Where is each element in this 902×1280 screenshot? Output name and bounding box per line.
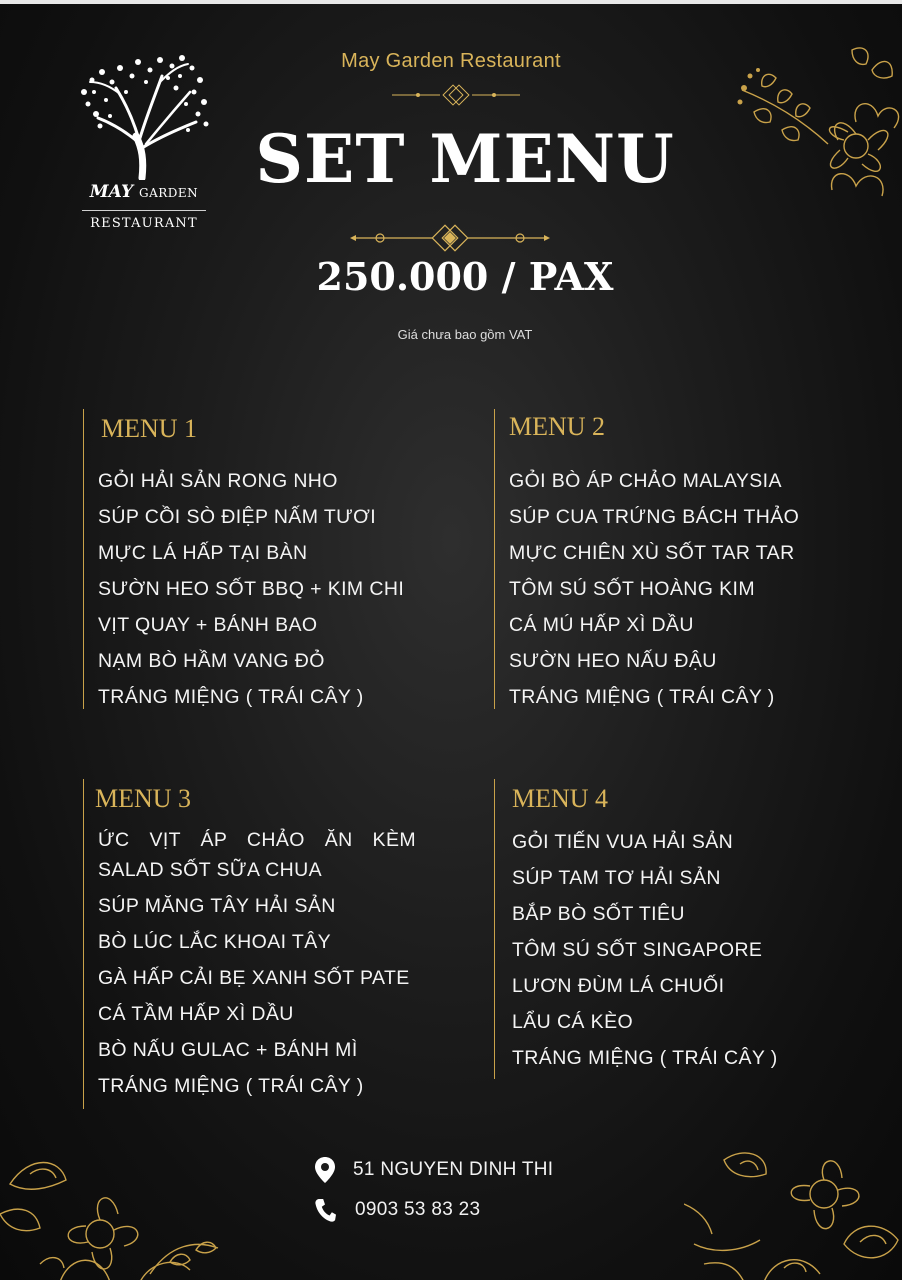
menu-4-divider xyxy=(494,779,495,1079)
phone-icon xyxy=(314,1196,336,1224)
menu-item: TRÁNG MIỆNG ( TRÁI CÂY ) xyxy=(98,686,364,708)
menu-1-divider xyxy=(83,409,84,709)
menu-item: SÚP TAM TƠ HẢI SẢN xyxy=(512,867,721,889)
phone-text: 0903 53 83 23 xyxy=(355,1199,481,1220)
menu-item: SÚP CỒI SÒ ĐIỆP NẤM TƯƠI xyxy=(98,506,377,528)
menu-item: MỰC CHIÊN XÙ SỐT TAR TAR xyxy=(509,542,795,564)
menu-1-list xyxy=(98,463,478,715)
menu-2-list xyxy=(509,463,894,715)
menu-item: BẮP BÒ SỐT TIÊU xyxy=(512,903,685,925)
menu-item: GÀ HẤP CẢI BẸ XANH SỐT PATE xyxy=(98,967,410,989)
menu-item: GỎI HẢI SẢN RONG NHO xyxy=(98,470,338,492)
menu-item: LƯƠN ĐÙM LÁ CHUỐI xyxy=(512,975,725,997)
menu-item: SƯỜN HEO NẤU ĐẬU xyxy=(509,650,717,672)
menu-item: TRÁNG MIỆNG ( TRÁI CÂY ) xyxy=(509,686,775,708)
menu-4-heading: MENU 4 xyxy=(512,784,609,813)
menu-4-list xyxy=(512,824,897,1076)
menu-item: SÚP MĂNG TÂY HẢI SẢN xyxy=(98,895,336,917)
menu-2-heading: MENU 2 xyxy=(509,412,606,441)
address-row xyxy=(314,1156,553,1184)
ornament-divider-middle-icon xyxy=(348,224,552,252)
menu-item: TÔM SÚ SỐT HOÀNG KIM xyxy=(509,578,755,600)
menu-item: TRÁNG MIỆNG ( TRÁI CÂY ) xyxy=(98,1075,364,1097)
menu-item: BÒ LÚC LẮC KHOAI TÂY xyxy=(98,931,332,953)
logo-brand-garden: GARDEN xyxy=(139,186,199,200)
menu-item: GỎI BÒ ÁP CHẢO MALAYSIA xyxy=(509,470,782,492)
price: 250.000 / PAX xyxy=(316,254,614,299)
floral-ornament-bottom-left-icon xyxy=(0,1144,230,1280)
logo-brand-may: MAY xyxy=(89,182,134,202)
menu-item: VỊT QUAY + BÁNH BAO xyxy=(98,614,318,636)
menu-3-heading: MENU 3 xyxy=(95,784,192,813)
menu-1-heading: MENU 1 xyxy=(101,414,198,443)
page-title: SET MENU xyxy=(255,120,675,198)
address-text: 51 NGUYEN DINH THI xyxy=(353,1159,554,1180)
menu-item: BÒ NẤU GULAC + BÁNH MÌ xyxy=(98,1039,358,1061)
floral-ornament-top-right-icon xyxy=(732,40,902,210)
menu-item: TRÁNG MIỆNG ( TRÁI CÂY ) xyxy=(512,1047,778,1069)
menu-item: CÁ MÚ HẤP XÌ DẦU xyxy=(509,614,694,636)
menu-item: CÁ TẦM HẤP XÌ DẦU xyxy=(98,1003,294,1025)
floral-ornament-bottom-right-icon xyxy=(684,1144,902,1280)
vat-note: Giá chưa bao gồm VAT xyxy=(397,327,533,342)
menu-item: NẠM BÒ HẦM VANG ĐỎ xyxy=(98,650,325,672)
location-pin-icon xyxy=(314,1156,336,1184)
menu-item: GỎI TIẾN VUA HẢI SẢN xyxy=(512,831,734,853)
phone-row xyxy=(314,1196,480,1224)
menu-item: LẨU CÁ KÈO xyxy=(512,1011,634,1033)
restaurant-name: May Garden Restaurant xyxy=(341,50,561,72)
menu-item: SƯỜN HEO SỐT BBQ + KIM CHI xyxy=(98,578,405,600)
menu-3-list xyxy=(98,825,416,1104)
menu-item: MỰC LÁ HẤP TẠI BÀN xyxy=(98,542,308,564)
menu-item: ỨC VỊT ÁP CHẢO ĂN KÈM SALAD SỐT SỮA CHUA xyxy=(98,829,416,881)
menu-item: TÔM SÚ SỐT SINGAPORE xyxy=(512,939,763,961)
menu-3-divider xyxy=(83,779,84,1109)
menu-2-divider xyxy=(494,409,495,709)
menu-item: SÚP CUA TRỨNG BÁCH THẢO xyxy=(509,506,800,528)
logo-divider xyxy=(82,210,206,211)
logo-subtitle: RESTAURANT xyxy=(90,216,198,231)
ornament-divider-top-icon xyxy=(390,84,522,106)
